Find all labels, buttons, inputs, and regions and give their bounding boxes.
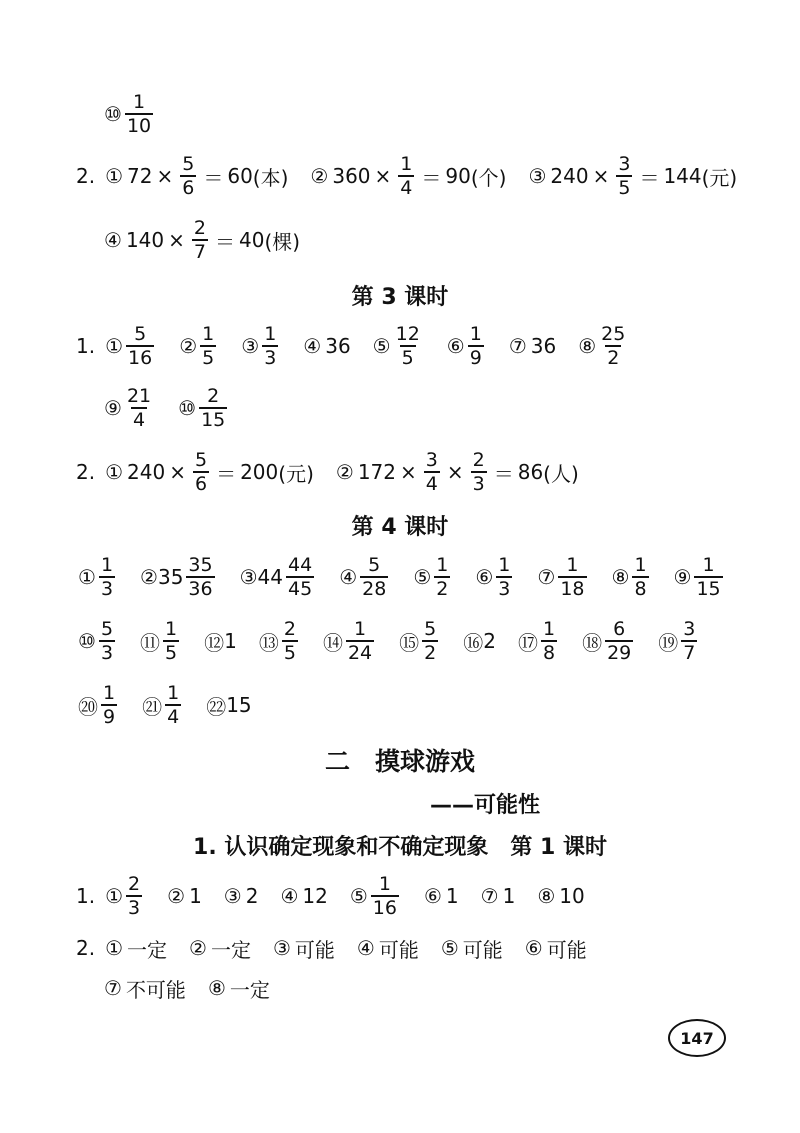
answer-item [259,618,301,664]
item-marker: ③ [223,884,242,908]
item-marker: ① [105,334,124,358]
fraction: $\frac{1}{15}$ [696,554,721,600]
item-marker: ② [140,565,158,589]
fraction: $\frac{5}{3}$ [100,618,114,664]
unit: (元) [701,165,738,190]
answer-value: 12 [302,884,328,908]
answer-item [208,974,270,1003]
item-marker: ⑩ [104,102,122,126]
question-number: 2. [76,164,96,188]
item-marker: ㉑ [142,694,163,719]
item-marker: ③ [239,565,258,589]
answer-item [373,323,425,369]
answer-item [105,449,314,495]
operator: × [592,164,610,188]
operator: × [446,460,464,484]
answer-value: 1 [224,629,237,653]
answer-item [303,334,350,358]
fraction: $\frac{1}{9}$ [103,682,116,728]
item-marker: ⑧ [578,334,597,358]
answer-item [323,618,377,664]
fraction: $\frac{1}{5}$ [165,618,178,664]
item-marker: ② [179,334,198,358]
answer-item [241,323,281,369]
answer-value: 15 [226,693,252,717]
item-marker: ③ [528,164,547,188]
fraction: $\frac{1}{2}$ [436,554,449,600]
unit: (棵) [264,229,301,254]
fraction: $\frac{2}{15}$ [201,385,226,431]
item-marker: ⑰ [517,630,538,655]
item-marker: ⑦ [104,976,122,1000]
answer-item [280,884,327,908]
operand: 360 [332,164,371,188]
fraction: $\frac{6}{29}$ [607,618,632,664]
answer-item [179,323,219,369]
answer-line [104,958,292,1018]
fraction: $\frac{3}{4}$ [425,449,438,495]
item-marker: ㉒ [206,694,227,719]
result: 60 [227,164,253,188]
item-marker: ① [105,164,124,188]
operand: 140 [125,228,165,252]
fraction: $\frac{2}{3}$ [472,449,485,495]
operator: ＝ [493,461,514,486]
item-marker: ⑳ [78,694,98,719]
result: 200 [240,460,279,484]
operator: × [156,164,174,188]
answer-item [140,554,218,600]
fraction: $\frac{1}{24}$ [347,618,373,664]
answer-item [240,554,318,600]
answer-item [413,554,453,600]
item-marker: ⑮ [399,630,420,655]
item-marker: ① [105,884,124,908]
answer-value: 10 [559,884,585,908]
item-marker: ⑲ [658,630,679,655]
answer-item [104,217,300,263]
unit: (人) [543,461,579,486]
fraction: $\frac{1}{16}$ [372,873,397,919]
item-marker: ⑭ [322,630,343,655]
question-number: 1. [76,884,96,908]
answer-item [104,91,156,137]
fraction: $\frac{2}{5}$ [283,618,296,664]
item-marker: ③ [241,334,260,358]
item-marker: ④ [339,565,358,589]
fraction: $\frac{5}{2}$ [424,618,437,664]
whole-number: 35 [157,565,184,589]
answer-item [104,385,156,431]
fraction: $\frac{25}{2}$ [601,323,626,369]
answer-value: 1 [189,884,202,908]
operand: 240 [127,460,166,484]
answer-item [167,884,202,908]
fraction: $\frac{1}{4}$ [400,153,413,199]
fraction: $\frac{12}{5}$ [395,323,420,369]
operator: × [168,228,185,252]
item-marker: ④ [104,228,122,252]
unit: (元) [278,461,314,486]
answer-item [357,934,419,963]
item-marker: ② [167,884,186,908]
item-marker: ⑯ [463,630,484,655]
item-marker: ⑤ [349,884,368,908]
item-marker: ⑨ [104,396,122,420]
question-number: 2. [76,936,96,960]
answer-value: 36 [530,334,557,358]
fraction: $\frac{1}{9}$ [469,323,482,369]
answer-line [78,611,722,671]
answer-item [441,934,503,963]
fraction: $\frac{1}{10}$ [126,91,152,137]
fraction: $\frac{5}{6}$ [194,449,208,495]
answer-item [339,554,391,600]
fraction: $\frac{1}{3}$ [498,554,511,600]
item-marker: ② [335,460,354,484]
fraction: $\frac{5}{16}$ [128,323,153,369]
answer-value: 不可能 [125,977,186,1002]
question-number: 2. [76,460,96,484]
fraction: $\frac{1}{5}$ [202,323,215,369]
answer-item [350,873,402,919]
fraction: $\frac{5}{28}$ [362,554,387,600]
fraction: $\frac{2}{3}$ [128,873,141,919]
operator: ＝ [214,229,235,254]
item-marker: ⑩ [78,629,96,653]
fraction: $\frac{1}{18}$ [560,554,585,600]
answer-item [658,618,700,664]
item-marker: ⑥ [475,565,494,589]
fraction: $\frac{1}{4}$ [167,682,180,728]
fraction: $\frac{21}{4}$ [126,385,152,431]
item-marker: ① [105,936,124,960]
answer-line [78,675,274,735]
answer-item [525,934,587,963]
unit: (个) [470,165,507,190]
fraction: $\frac{1}{3}$ [100,554,114,600]
answer-item [537,554,589,600]
item-marker: ⑱ [582,630,603,655]
answer-item [104,974,186,1003]
item-marker: ① [78,565,96,589]
item-marker: ④ [303,334,322,358]
item-marker: ⑨ [673,565,692,589]
answer-item [509,334,556,358]
item-marker: ⑥ [446,334,465,358]
operator: × [374,164,392,188]
answer-item [78,618,118,664]
lesson-title: 第 4 课时 [351,515,449,540]
answer-item [206,691,251,720]
answer-item [518,618,560,664]
question-number: 1. [76,334,96,358]
answer-item [399,618,441,664]
fraction: $\frac{44}{45}$ [288,554,313,600]
operator: ＝ [639,165,660,190]
operand: 240 [550,164,589,188]
result: 90 [445,164,471,188]
answer-item [105,873,145,919]
answer-value: 可能 [462,937,503,962]
chapter-subtitle: ——可能性 [430,793,541,818]
answer-item [612,554,652,600]
item-marker: ② [310,164,329,188]
answer-value: 2 [483,629,496,653]
answer-value: 2 [245,884,259,908]
answer-item [475,554,515,600]
item-marker: ② [189,936,207,960]
item-marker: ⑧ [611,565,630,589]
item-marker: ⑧ [207,976,226,1000]
item-marker: ⑧ [537,884,556,908]
item-marker: ⑩ [178,396,197,420]
operator: ＝ [421,165,442,190]
answer-item [447,323,487,369]
answer-value: 可能 [294,937,335,962]
answer-line [76,866,607,926]
answer-item [528,153,737,199]
result: 144 [663,164,702,188]
answer-item [537,884,584,908]
answer-value: 可能 [378,937,419,962]
result: 40 [238,228,265,252]
answer-item [78,682,120,728]
operator: × [169,460,186,484]
operand: 172 [357,460,396,484]
item-marker: ⑪ [140,630,161,655]
fraction: $\frac{1}{8}$ [542,618,556,664]
answer-item [142,682,184,728]
section-title: 1. 认识确定现象和不确定现象 第 1 课时 [193,835,607,860]
item-marker: ⑦ [508,334,527,358]
item-marker: ⑤ [440,936,459,960]
answer-item [140,618,182,664]
answer-value: 36 [325,334,351,358]
item-marker: ④ [280,884,299,908]
item-marker: ⑤ [413,565,432,589]
item-marker: ④ [356,936,375,960]
item-marker: ⑦ [480,884,499,908]
page-number: 147 [668,1019,726,1057]
chapter-title: 二 摸球游戏 [324,747,475,776]
fraction: $\frac{2}{7}$ [193,217,206,263]
fraction: $\frac{5}{6}$ [182,153,195,199]
answer-item [178,385,230,431]
item-marker: ① [105,460,124,484]
answer-item [105,153,288,199]
item-marker: ⑫ [204,630,225,655]
answer-item [105,323,157,369]
unit: (本) [252,165,289,190]
item-marker: ⑤ [372,334,391,358]
answer-value: 一定 [210,937,251,962]
answer-value: 1 [445,884,459,908]
item-marker: ⑬ [258,630,279,655]
answer-item [424,884,459,908]
answer-item [78,554,118,600]
result: 86 [517,460,544,484]
answer-value: 可能 [546,937,587,962]
answer-line [104,84,178,144]
answer-item [674,554,726,600]
answer-item [224,884,259,908]
answer-item [310,153,506,199]
answer-item [578,323,630,369]
answer-value: 一定 [229,977,270,1002]
item-marker: ⑦ [537,565,556,589]
answer-item [204,627,237,656]
answer-line [78,547,748,607]
lesson-title: 第 3 课时 [351,285,449,310]
answer-item [481,884,516,908]
item-marker: ③ [272,936,291,960]
answer-line [76,316,652,376]
item-marker: ⑥ [423,884,442,908]
fraction: $\frac{3}{5}$ [618,153,631,199]
answer-line [104,378,252,438]
operator: ＝ [216,461,237,486]
answer-line [76,146,759,206]
answer-value: 1 [502,884,516,908]
answer-item [582,618,636,664]
fraction: $\frac{3}{7}$ [683,618,696,664]
fraction: $\frac{1}{8}$ [634,554,647,600]
operator: ＝ [203,165,224,190]
answer-item [336,449,579,495]
answer-item [463,627,496,656]
answer-line [104,210,322,270]
fraction: $\frac{1}{3}$ [264,323,277,369]
answer-value: 一定 [127,937,168,962]
operator: × [400,460,417,484]
answer-line [76,442,601,502]
item-marker: ⑥ [524,936,543,960]
fraction: $\frac{35}{36}$ [188,554,213,600]
operand: 72 [127,164,153,188]
whole-number: 44 [257,565,283,589]
